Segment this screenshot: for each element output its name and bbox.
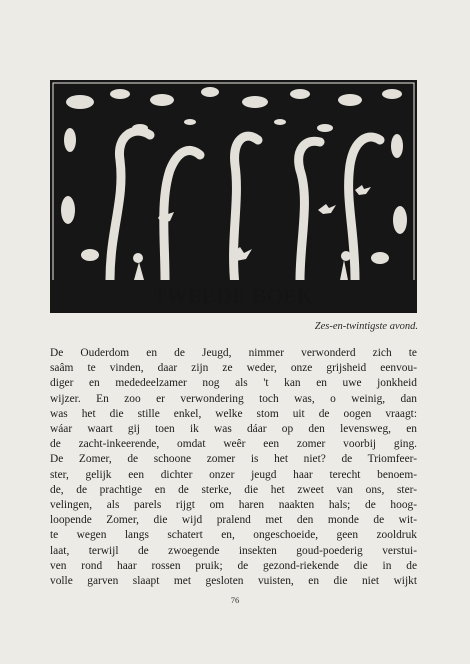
text-line: volle garven slaapt met gesloten vuisten, en die niet wijkt	[50, 575, 417, 588]
book-title: TWEEDE BOEK	[153, 284, 314, 308]
text-line: wáar waart gij toen ik was dáar op den levensweg, en	[50, 423, 417, 436]
text-line: ster, gelijk een dichter onzer jeugd haar terecht benoem-	[50, 468, 417, 481]
text-line: diger en mededeelzamer nog als 't kan en uwe jonkheid	[50, 377, 417, 390]
dateline: Zes-en-twintigste avond.	[314, 321, 418, 332]
text-line: was het die stille enkel, welke stom uit de oogen vraagt:	[50, 407, 417, 420]
text-line: loopende Zomer, die wijd pralend met den monde de wit-	[50, 514, 417, 527]
body-text	[50, 346, 417, 589]
text-line: wijzer. En zoo er verwondering toch was, o weinig, dan	[50, 392, 417, 405]
text-line: De Zomer, de schoone zomer is het niet? de Triomfeer-	[50, 453, 417, 466]
text-line: de zacht-inkeerende, omdat weêr een zomer voorbij ging.	[50, 438, 417, 451]
text-line: De Ouderdom en de Jeugd, nimmer verwonderd zich te	[50, 347, 417, 359]
page-number: 76	[230, 595, 240, 605]
woodcut-illustration	[50, 80, 417, 313]
text-line: de, de prachtige en de sterke, die het zweet van ons, ster-	[50, 483, 417, 496]
text-line: ven rond haar rossen pruik; de gezond-riekende die in de	[50, 559, 417, 572]
text-line: te wegen langs schatert en, ongeschoeide, geen zooldruk	[50, 529, 417, 542]
text-line: saâm te vinden, daar zijn ze weder, onze grijsheid eenvou-	[50, 362, 417, 375]
text-line: velingen, als parels rijgt om haren naakten hals; de hoog-	[50, 499, 417, 512]
text-line: laat, terwijl de zwoegende insekten goud-poederig verstui-	[50, 544, 417, 557]
